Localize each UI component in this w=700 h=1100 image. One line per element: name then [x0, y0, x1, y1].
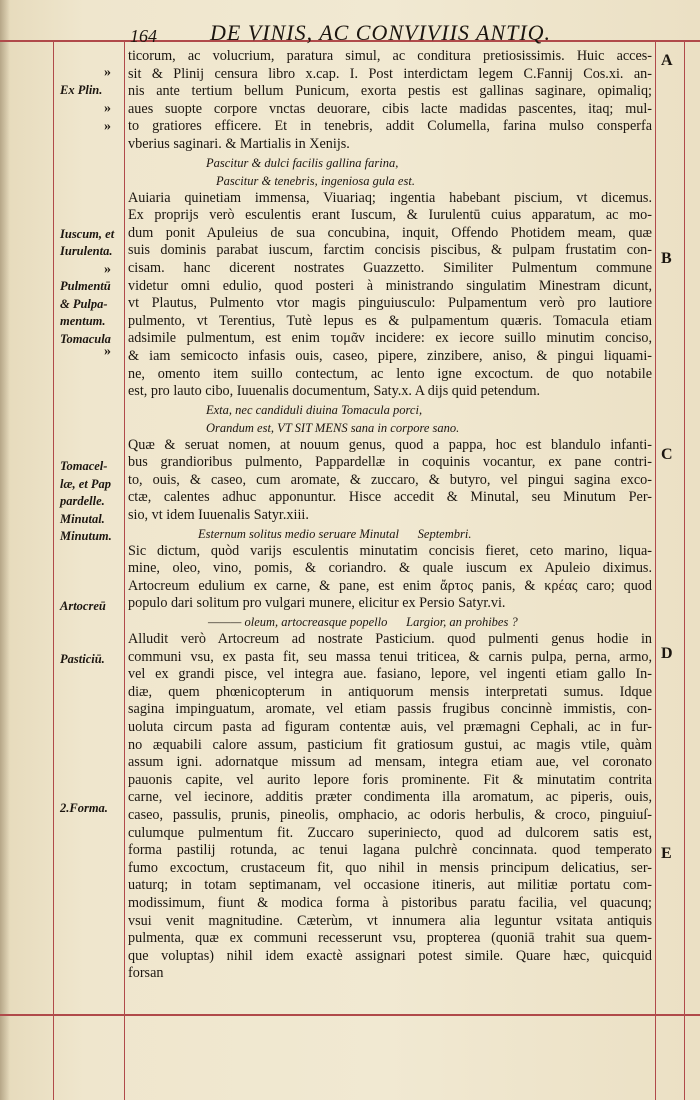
margin-note: Tomacula — [60, 332, 111, 346]
section-letter: E — [661, 845, 672, 862]
text-line: ne, omento item suillo contectum, ac lento igne excoctum. de quo notabile — [128, 365, 652, 382]
text-line: aues suopte corpore vnctas deuorare, cibis lacte madidas pascentes, itaq; mul- — [128, 100, 652, 117]
margin-note: læ, et Pap — [60, 477, 112, 491]
margin-note: Minutum. — [60, 529, 112, 543]
text-line: Alludit verò Artocreum ad nostrate Pasticium. quod pulmenti genus hodie in — [128, 631, 652, 648]
gutter-shadow — [0, 0, 10, 1100]
text-line: fumo excoctum, crustaceum fit, quo nihil in mensis principum delicatius, ser- — [128, 859, 652, 876]
section-letter: A — [661, 52, 673, 69]
text-line: mine, oleo, vino, pomis, & coriandro. & quale iuscum ex Apuleio diximus. — [128, 560, 652, 577]
verse-line: Pascitur & tenebris, ingeniosa gula est. — [216, 173, 415, 188]
text-line: sagina impinguatum, aromate, vel etiam passis frugibus concinnè immistis, con- — [128, 701, 652, 718]
text-line: Sic dictum, quòd varijs esculentis minutatim concisis fieret, ceto marino, liqua- — [128, 542, 652, 559]
text-line: vel ex grandi pisce, vel integra aue. fasiano, lepore, vel ingenti etiam gallo In- — [128, 666, 652, 683]
text-line: pulmenta, quæ ex communi recesserunt vsu, propterea (quoniā trahit sua quem- — [128, 930, 652, 947]
margin-note: & Pulpa- — [60, 297, 108, 311]
text-line: est, pro lauto cibo, Iuuenalis documentum, Saty.x. A dijs quid petendum. — [128, 383, 541, 400]
text-line: pulmento, vt Terentius, Tutè lepus es & pulpamentum quæris. Tomacula etiam — [128, 312, 652, 329]
quote-mark: » — [104, 65, 111, 80]
page-number: 164 — [130, 26, 157, 46]
margin-note: Ex Plin. — [60, 83, 103, 97]
text-line: carne, vel iecinore, additis præter condimenta illa aromatum, ac piperis, ouis, — [128, 789, 652, 806]
text-line: forma pastilij rotunda, ac tenui lagana pulchrè concinnata. quod temperato — [128, 842, 652, 859]
text-line: uoluta circum pasta ad figuram contentæ auis, vel præmagni Cephali, ac in fur- — [128, 719, 652, 735]
verse-line: Orandum est, VT SIT MENS sana in corpore sano. — [206, 420, 460, 435]
text-line: ticorum, ac volucrium, paratura simul, ac conditura pretiosissimis. Huic acces- — [128, 48, 652, 64]
text-line: vberius saginari. & Martialis in Xenijs. — [128, 135, 350, 152]
section-letter: B — [661, 250, 672, 267]
verse-line: Pascitur & dulci facilis gallina farina, — [206, 155, 399, 170]
margin-note: pardelle. — [60, 494, 105, 508]
margin-note: Iurulenta. — [60, 244, 113, 258]
text-line: que voluptas) nihil idem exactè assignari potest simile. Quare hæc, quicquid — [128, 947, 652, 964]
text-line: Quæ & seruat nomen, at nouum genus, quod a pappa, hoc est blandulo infanti- — [128, 436, 652, 453]
text-line: Ex proprijs verò esculentis erant Iuscum, & Iurulentū cuius apparatum, ac mo- — [128, 207, 652, 224]
body-text — [128, 48, 652, 983]
verse-line: ——— oleum, artocreasque popello Largior, an prohibes ? — [208, 615, 518, 630]
text-line: no æquabili calore assum, pasticium fit gratiosum gustui, ac magis vtile, quàm — [128, 736, 652, 753]
text-line: ctæ, calentes adhuc apponuntur. Hisce accedit & Minutal, seu Minutum Per- — [128, 489, 652, 506]
text-line: sio, vt idem Iuuenalis Satyr.xiii. — [128, 507, 309, 524]
running-title: DE VINIS, AC CONVIVIIS ANTIQ. — [210, 20, 552, 45]
right-margin-rule-1 — [655, 40, 656, 1100]
text-line: forsan — [128, 965, 164, 982]
text-line: diæ, quem phœnicopterum in antiquorum mensis interpretati sumus. Idque — [128, 683, 652, 700]
text-line: & iam semicocto infasis ouis, caseo, pipere, zinzibere, aniso, & pingui liquami- — [128, 347, 652, 364]
left-margin-rule-1 — [53, 40, 54, 1100]
margin-note: Artocreū — [60, 599, 106, 613]
quote-mark: » — [104, 344, 111, 359]
quote-mark: » — [104, 262, 111, 277]
text-line: vt Plautus, Pulmento vtor magis pinguiusculo: Pulpamentum verò pro lautiore — [128, 295, 652, 312]
verse-line: Exta, nec candiduli diuina Tomacula porci, — [206, 402, 423, 417]
margin-note: 2.Forma. — [60, 801, 108, 815]
text-line: uaturq; in totam septimanam, vel occasione itineris, aut militiæ portatu com- — [128, 877, 652, 894]
right-margin-rule-2 — [684, 40, 685, 1100]
text-line: vsui venit magnitudine. Cæterùm, vt innumera alia leguntur vsitata antiquis — [128, 912, 652, 929]
text-line: assum igni. adornatque missum ad mensam, integra etiam aue, vel coronato — [128, 754, 652, 771]
text-line: caseo, passulis, prunis, pineolis, omphacio, ac odoris herbulis, & croco, pinguiuſ- — [128, 806, 652, 823]
text-line: videtur omni edulio, quod posteri à ministrando singulatim Minestram dicunt, — [128, 277, 652, 294]
text-line: cisam. hanc dicerent nostrates Guazzetto. Similiter Pulmentum commune — [128, 259, 652, 276]
verse-line: Esternum solitus medio seruare Minutal Septembri. — [198, 526, 472, 541]
margin-note: Pasticiū. — [60, 652, 105, 666]
section-letter: D — [661, 645, 673, 662]
text-line: pauonis capite, vel aurito lepore foris prominente. Fit & minutatim contrita — [128, 771, 652, 788]
text-line: Artocreum edulium ex carne, & pane, est enim ἄρτος panis, & κρέας caro; quod — [128, 577, 652, 594]
margin-note: mentum. — [60, 314, 106, 328]
text-line: sit & Plinij censura libro x.cap. I. Post interdictam legem C.Fannij Cos.xi. an- — [128, 65, 652, 82]
text-line: Auiaria quinetiam immensa, Viuariaq; ingentia habebant piscium, vt dicemus. — [128, 189, 652, 206]
text-line: populo dari solitum pro vulgari munere, elicitur ex Persio Satyr.vi. — [128, 595, 506, 612]
left-margin-rule-2 — [124, 40, 125, 1100]
text-line: dum ponit Apuleius de sua concubina, inquit, Offendo Photidem meam, quæ — [128, 224, 652, 241]
text-line: culumque pulmentum fit. Zuccaro superiniecto, quod ad dulcorem satis est, — [128, 824, 652, 841]
bottom-rule — [0, 1014, 700, 1016]
text-line: modissimum, fiunt & modica forma à pistoribus paratu facilia, vel quacunq; — [128, 894, 652, 911]
text-line: to gratiores efficere. Et in tenebris, addit Columella, farina mulso consperfa — [128, 118, 652, 135]
text-line: nis ante tertium bellum Punicum, exorta pestis est gallinas saginare, opimaliq; — [128, 83, 652, 100]
text-line: communi vsu, ex pasta fit, seu massa tenui triticea, & carnis pulpa, perna, armo, — [128, 648, 652, 665]
quote-mark: » — [104, 101, 111, 116]
text-line: suis dominis parabat iuscum, farctim concisis piscibus, & pulpam frustatim con- — [128, 242, 652, 259]
text-line: to, ouis, & caseo, cum aromate, & zuccaro, & butyro, vel pingui sagina exco- — [128, 471, 652, 488]
margin-note: Minutal. — [60, 512, 105, 526]
margin-note: Iuscum, et — [60, 227, 115, 241]
text-line: bus grandioribus pulmento, Pappardellæ in coquinis vocantur, ex pane contri- — [128, 454, 652, 471]
quote-mark: » — [104, 119, 111, 134]
section-letter: C — [661, 446, 673, 463]
margin-note: Pulmentū — [60, 279, 111, 293]
margin-note: Tomacel- — [60, 459, 108, 473]
text-line: adsimile pulmentum, est enim τομᾶν incidere: ex iecore suillo minutim conciso, — [128, 330, 652, 347]
